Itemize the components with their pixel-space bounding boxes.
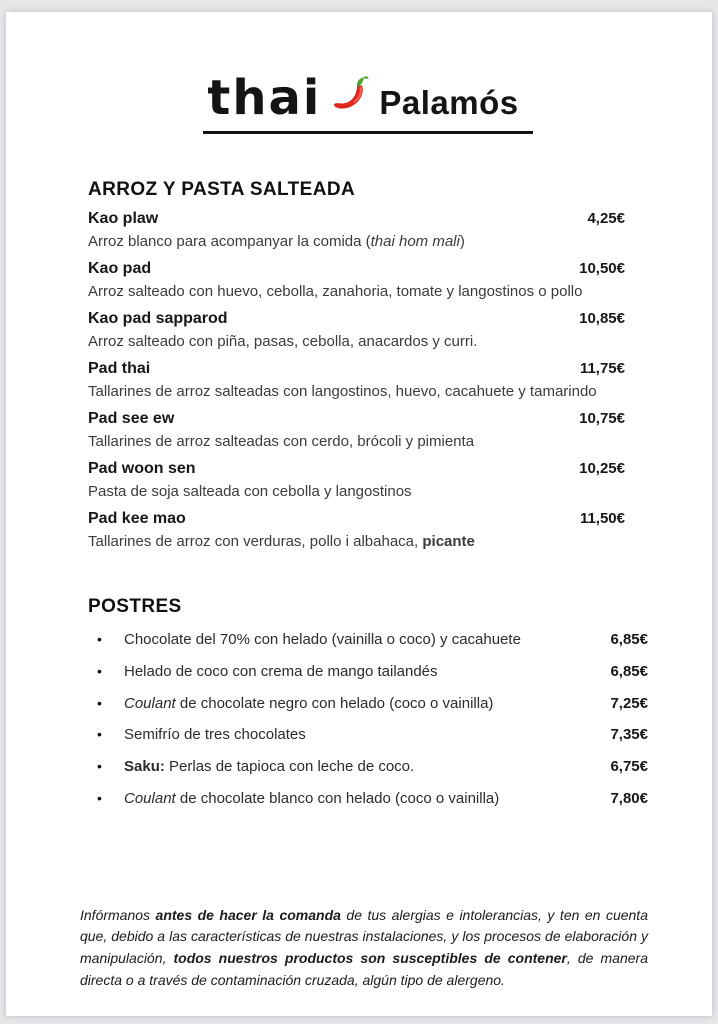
dish-name: Kao plaw (88, 210, 159, 227)
dish-description (88, 483, 648, 501)
text-segment: Helado de coco con crema de mango tailandés (124, 662, 438, 680)
section-title-postres: POSTRES (88, 596, 182, 617)
dish-description (88, 433, 648, 451)
menu-item-header (88, 210, 648, 228)
menu-page (6, 12, 712, 1016)
text-segment: de tus alergias e intolerancias, y ten en cuenta que, debido a las características de nuestras instalaciones, y los procesos de elaboración y manipulación, (80, 906, 648, 966)
dish-name: Pad see ew (88, 410, 175, 427)
dessert-price: 6,85€ (610, 631, 648, 648)
menu-item-pad-thai (88, 360, 648, 401)
text-segment: , de manera directa o a través de contaminación cruzada, algún tipo de alergeno. (80, 949, 648, 988)
dessert-description (124, 790, 598, 809)
text-segment: Saku: (124, 758, 165, 775)
menu-item-header (88, 460, 648, 478)
text-segment: de chocolate blanco con helado (coco o vainilla) (175, 789, 500, 807)
section-title-arroz: ARROZ Y PASTA SALTEADA (88, 179, 356, 200)
logo-brand-text: thai (207, 70, 322, 126)
dish-price: 10,50€ (579, 260, 625, 277)
arroz-item-list (88, 210, 648, 551)
dessert-description (124, 631, 598, 650)
postres-item-list (88, 631, 648, 809)
dessert-description (124, 758, 598, 777)
dish-description (88, 233, 648, 251)
menu-item-pad-woon-sen (88, 460, 648, 501)
menu-item-header (88, 260, 648, 278)
dish-price: 10,25€ (579, 460, 625, 477)
menu-item-kao-plaw (88, 210, 648, 251)
dish-name: Pad kee mao (88, 510, 186, 527)
dish-price: 11,75€ (579, 360, 625, 377)
menu-item-pad-see-ew (88, 410, 648, 451)
text-segment: Arroz salteado con piña, pasas, cebolla, anacardos y curri. (88, 333, 478, 350)
menu-item-header (88, 510, 648, 528)
dessert-item-2 (88, 663, 648, 682)
restaurant-logo (88, 72, 648, 134)
dessert-price: 7,80€ (610, 789, 648, 807)
text-segment: Chocolate del 70% con helado (vainilla o coco) y cacahuete (124, 631, 521, 648)
bullet-icon: • (97, 694, 102, 711)
text-segment: picante (422, 533, 475, 550)
dessert-description (124, 663, 598, 682)
text-segment: todos nuestros productos son susceptibles de contener (173, 949, 567, 966)
bullet-icon: • (97, 631, 102, 647)
chili-pepper-icon (327, 72, 373, 124)
dessert-price: 7,25€ (610, 694, 648, 712)
menu-item-header (88, 360, 648, 378)
bullet-icon: • (97, 726, 102, 743)
dish-name: Pad thai (88, 360, 151, 377)
dish-name: Pad woon sen (88, 460, 196, 477)
text-segment: Tallarines de arroz salteadas con langostinos, huevo, cacahuete y tamarindo (88, 383, 597, 400)
menu-item-pad-kee-mao (88, 510, 648, 551)
bullet-icon: • (97, 758, 102, 774)
text-segment: Tallarines de arroz con verduras, pollo i albahaca, (88, 533, 423, 550)
menu-item-kao-pad (88, 260, 648, 301)
menu-item-header (88, 410, 648, 428)
dish-name: Kao pad (88, 260, 152, 277)
dish-description (88, 383, 648, 401)
dessert-description (124, 726, 598, 745)
text-segment: Infórmanos (80, 906, 156, 923)
bullet-icon: • (97, 662, 102, 679)
text-segment: Pasta de soja salteada con cebolla y langostinos (88, 483, 412, 500)
dessert-item-1 (88, 631, 648, 650)
dessert-description (124, 695, 598, 714)
text-segment: Coulant (124, 789, 176, 807)
dessert-price: 6,85€ (610, 662, 648, 680)
text-segment: Perlas de tapioca con leche de coco. (164, 758, 415, 775)
dessert-item-6 (88, 790, 648, 809)
dessert-item-4 (88, 726, 648, 745)
text-segment: Coulant (124, 694, 176, 712)
text-segment: de chocolate negro con helado (coco o vainilla) (175, 694, 494, 712)
allergen-notice (80, 905, 648, 992)
dish-price: 10,85€ (579, 310, 625, 327)
dish-price: 10,75€ (579, 410, 625, 427)
logo-lockup (203, 72, 532, 134)
text-segment: Tallarines de arroz salteadas con cerdo, brócoli y pimienta (88, 433, 475, 450)
dessert-price: 6,75€ (610, 758, 648, 775)
text-segment: Arroz blanco para acompanyar la comida ( (88, 233, 371, 250)
section-arroz-y-pasta-salteada (88, 179, 648, 551)
dish-description (88, 333, 648, 351)
text-segment: Semifrío de tres chocolates (124, 726, 306, 744)
text-segment: ) (459, 233, 465, 250)
text-segment: antes de hacer la comanda (155, 906, 341, 923)
dish-price: 4,25€ (587, 210, 625, 227)
logo-location-text: Palamós (379, 83, 519, 121)
bullet-icon: • (97, 789, 102, 806)
dessert-item-3 (88, 695, 648, 714)
dish-price: 11,50€ (579, 510, 625, 527)
dessert-price: 7,35€ (610, 726, 648, 744)
dish-description (88, 283, 648, 301)
text-segment: thai hom mali (370, 233, 460, 250)
dessert-item-5 (88, 758, 648, 777)
section-postres (88, 596, 648, 809)
menu-item-kao-pad-sapparod (88, 310, 648, 351)
dish-name: Kao pad sapparod (88, 310, 228, 327)
text-segment: Arroz salteado con huevo, cebolla, zanahoria, tomate y langostinos o pollo (88, 283, 583, 300)
menu-item-header (88, 310, 648, 328)
dish-description (88, 533, 648, 551)
